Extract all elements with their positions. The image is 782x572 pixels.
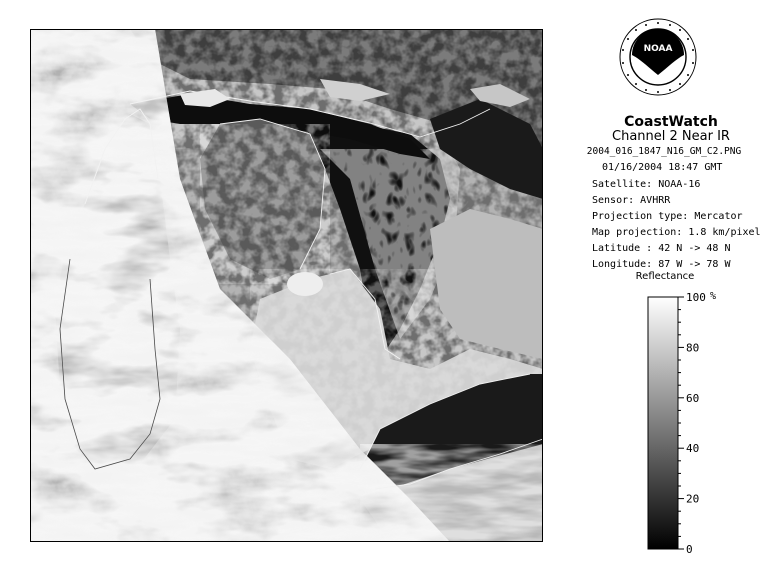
logo-text: NOAA <box>643 44 673 54</box>
colorbar-tick-label: 0 <box>686 543 693 556</box>
channel-label: Channel 2 Near IR <box>612 129 730 144</box>
longitude-range: Longitude: 87 W -> 78 W <box>592 259 731 270</box>
projection-type: Projection type: Mercator <box>592 211 743 222</box>
colorbar-tick-label: 100 <box>686 291 706 304</box>
sensor-info: Sensor: AVHRR <box>592 195 671 206</box>
colorbar-tick-label: 40 <box>686 442 700 456</box>
satellite-image <box>30 29 543 542</box>
satellite-info: Satellite: NOAA-16 <box>592 179 701 190</box>
colorbar-tick-label: 80 <box>686 341 700 355</box>
colorbar-label: Reflectance <box>635 271 695 282</box>
reflectance-colorbar <box>640 287 717 559</box>
date-time: 01/16/2004 18:47 GMT <box>602 162 723 173</box>
colorbar-tick-label: 60 <box>686 391 700 405</box>
noaa-logo-icon <box>618 15 698 111</box>
map-projection: Map projection: 1.8 km/pixel <box>592 227 761 238</box>
colorbar-unit: % <box>710 291 717 302</box>
colorbar-tick-label: 20 <box>686 492 700 506</box>
filename: 2004_016_1847_N16_GM_C2.PNG <box>586 146 742 157</box>
product-title: CoastWatch <box>624 114 718 130</box>
latitude-range: Latitude : 42 N -> 48 N <box>592 243 731 254</box>
